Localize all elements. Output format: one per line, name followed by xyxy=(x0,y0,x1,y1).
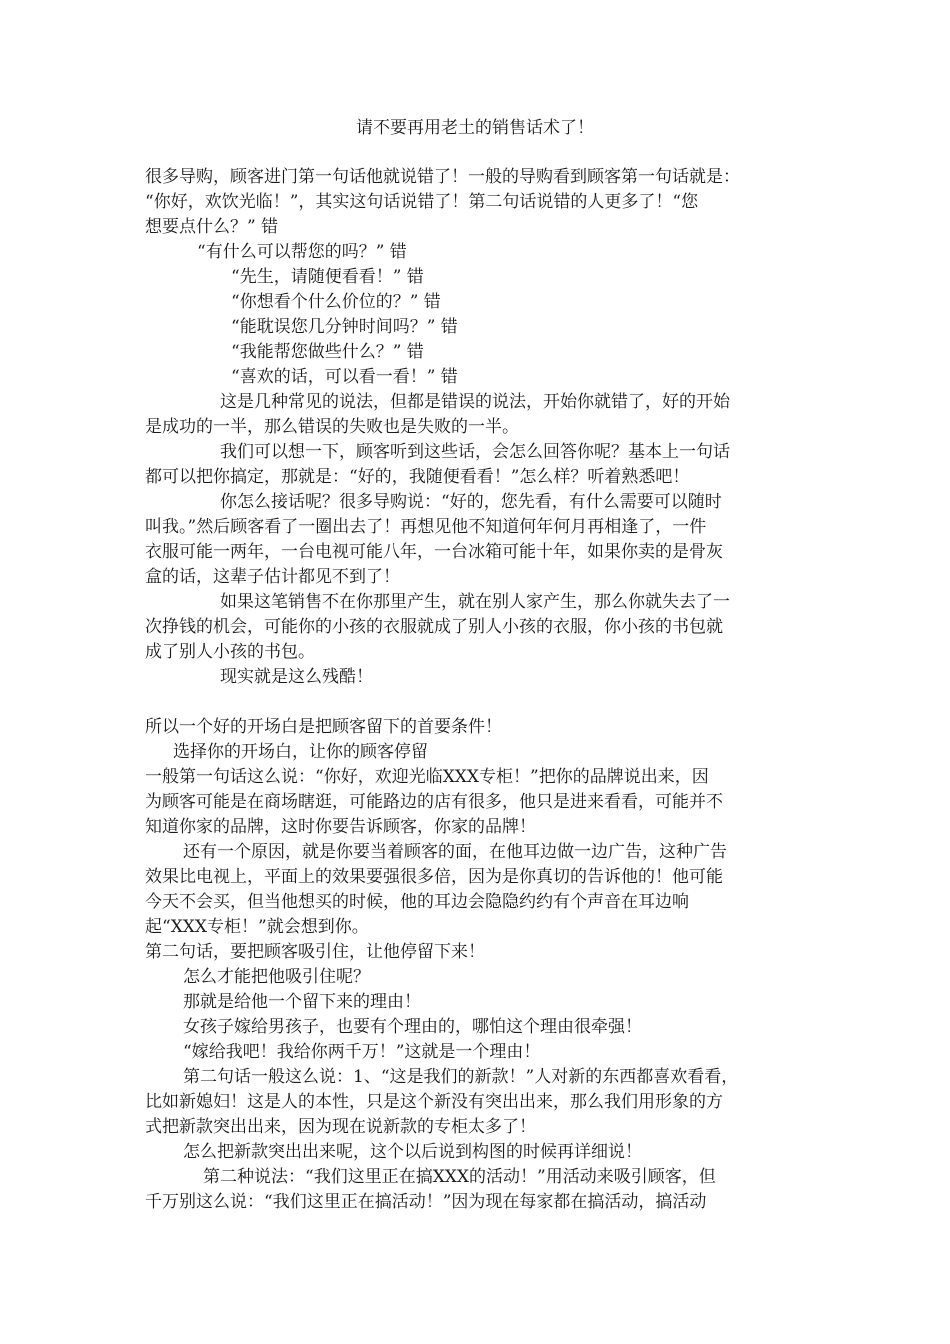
paragraph-line: 所以一个好的开场白是把顾客留下的首要条件！ xyxy=(145,717,502,737)
paragraph-line: 衣服可能一两年，一台电视可能八年，一台冰箱可能十年，如果你卖的是骨灰 xyxy=(145,542,723,562)
paragraph-line: 怎么才能把他吸引住呢？ xyxy=(183,967,370,987)
paragraph-line: 很多导购，顾客进门第一句话他就说错了！一般的导购看到顾客第一句话就是： xyxy=(145,167,740,187)
paragraph-line: 怎么把新款突出出来呢，这个以后说到构图的时候再详细说！ xyxy=(183,1142,642,1162)
paragraph-line: 一般第一句话这么说：“你好，欢迎光临XXX专柜！”把你的品牌说出来，因 xyxy=(145,767,709,787)
document-title: 请不要再用老土的销售话术了！ xyxy=(356,118,594,138)
paragraph-line: 你怎么接话呢？很多导购说：“好的，您先看，有什么需要可以随时 xyxy=(220,492,722,512)
paragraph-line: 成了别人小孩的书包。 xyxy=(145,642,315,662)
paragraph-line: 千万别这么说：“我们这里正在搞活动！”因为现在每家都在搞活动，搞活动 xyxy=(145,1192,707,1212)
paragraph-line: 第二种说法：“我们这里正在搞XXX的活动！”用活动来吸引顾客，但 xyxy=(203,1167,716,1187)
paragraph-line: 起“XXX专柜！”就会想到你。 xyxy=(145,917,369,937)
paragraph-line: 知道你家的品牌，这时你要告诉顾客，你家的品牌！ xyxy=(145,817,536,837)
paragraph-line: 选择你的开场白，让你的顾客停留 xyxy=(173,742,428,762)
paragraph-line: 次挣钱的机会，可能你的小孩的衣服就成了别人小孩的衣服，你小孩的书包就 xyxy=(145,617,723,637)
paragraph-line: 叫我。”然后顾客看了一圈出去了！再想见他不知道何年何月再相逢了，一件 xyxy=(145,517,707,537)
paragraph-line: 今天不会买，但当他想买的时候，他的耳边会隐隐约约有个声音在耳边响 xyxy=(145,892,689,912)
paragraph-line: 比如新媳妇！这是人的本性，只是这个新没有突出出来，那么我们用形象的方 xyxy=(145,1092,723,1112)
paragraph-line: 为顾客可能是在商场瞎逛，可能路边的店有很多，他只是进来看看，可能并不 xyxy=(145,792,723,812)
paragraph-line: 是成功的一半，那么错误的失败也是失败的一半。 xyxy=(145,417,519,437)
paragraph-line: “有什么可以帮您的吗？” 错 xyxy=(197,242,407,262)
paragraph-line: “能耽误您几分钟时间吗？” 错 xyxy=(231,317,458,337)
paragraph-line: 还有一个原因，就是你要当着顾客的面，在他耳边做一边广告，这种广告 xyxy=(183,842,727,862)
paragraph-line: 效果比电视上，平面上的效果要强很多倍，因为是你真切的告诉他的！他可能 xyxy=(145,867,723,887)
paragraph-line: “你想看个什么价位的？” 错 xyxy=(231,292,441,312)
paragraph-line: “先生，请随便看看！” 错 xyxy=(231,267,424,287)
paragraph-line: 第二句话一般这么说：1、“这是我们的新款！”人对新的东西都喜欢看看， xyxy=(183,1067,739,1087)
paragraph-line: 那就是给他一个留下来的理由！ xyxy=(183,992,421,1012)
paragraph-line: 都可以把你搞定，那就是：“好的，我随便看看！”怎么样？听着熟悉吧！ xyxy=(145,467,690,487)
paragraph-line: 女孩子嫁给男孩子，也要有个理由的，哪怕这个理由很牵强！ xyxy=(183,1017,642,1037)
paragraph-line: “喜欢的话，可以看一看！” 错 xyxy=(231,367,458,387)
paragraph-line: 我们可以想一下，顾客听到这些话，会怎么回答你呢？基本上一句话 xyxy=(220,442,730,462)
paragraph-line: 盒的话，这辈子估计都见不到了！ xyxy=(145,567,400,587)
paragraph-line: 想要点什么？” 错 xyxy=(145,217,279,237)
paragraph-line: 现实就是这么残酷！ xyxy=(220,667,373,687)
paragraph-line: 第二句话，要把顾客吸引住，让他停留下来！ xyxy=(145,942,485,962)
paragraph-line: 式把新款突出出来，因为现在说新款的专柜太多了！ xyxy=(145,1117,536,1137)
paragraph-line: “你好，欢饮光临！”，其实这句话说错了！第二句话说错的人更多了！“您 xyxy=(145,192,699,212)
paragraph-line: 如果这笔销售不在你那里产生，就在别人家产生，那么你就失去了一 xyxy=(220,592,730,612)
paragraph-line: “我能帮您做些什么？” 错 xyxy=(231,342,424,362)
paragraph-line: “嫁给我吧！我给你两千万！”这就是一个理由！ xyxy=(183,1042,541,1062)
paragraph-line: 这是几种常见的说法，但都是错误的说法，开始你就错了，好的开始 xyxy=(220,392,730,412)
